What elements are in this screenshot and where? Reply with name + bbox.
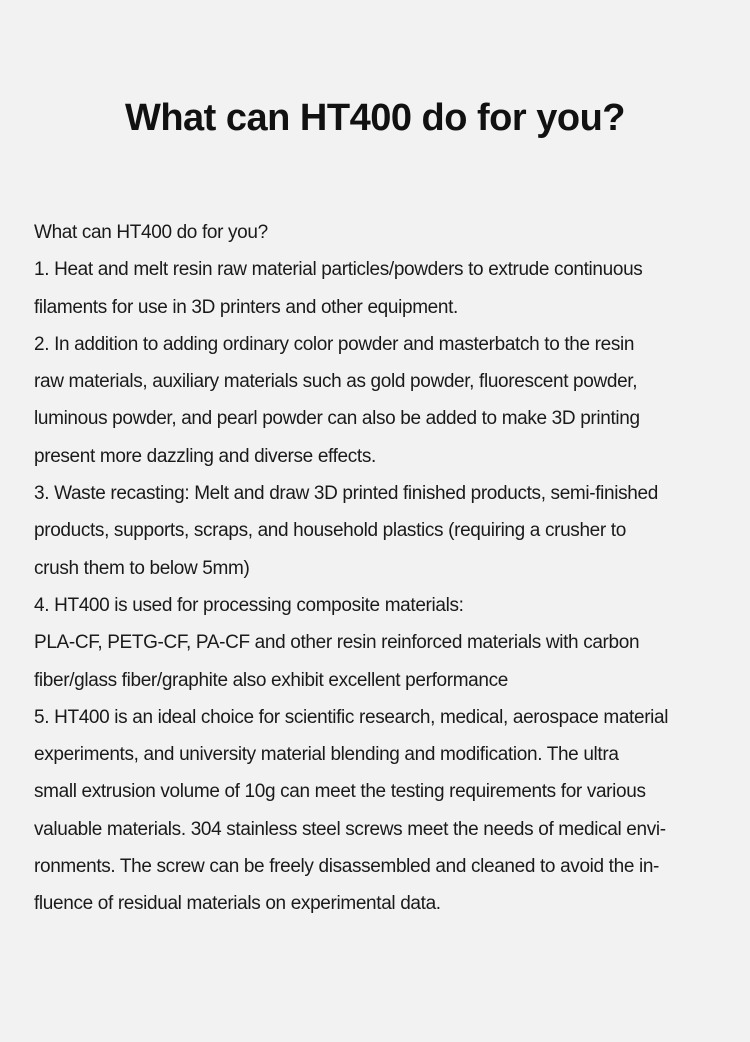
description-line: fiber/glass fiber/graphite also exhibit excellent performance xyxy=(34,669,508,691)
description-line: 1. Heat and melt resin raw material particles/powders to extrude continuous xyxy=(34,259,643,281)
description-line: valuable materials. 304 stainless steel screws meet the needs of medical envi- xyxy=(34,818,666,840)
description-line: experiments, and university material blending and modification. The ultra xyxy=(34,744,619,766)
description-line: raw materials, auxiliary materials such as gold powder, fluorescent powder, xyxy=(34,371,638,393)
description-line: present more dazzling and diverse effects. xyxy=(34,445,376,467)
description-line: 4. HT400 is used for processing composite materials: xyxy=(34,594,464,616)
description-line: What can HT400 do for you? xyxy=(34,222,268,243)
description-line: crush them to below 5mm) xyxy=(34,557,250,579)
description-line: 5. HT400 is an ideal choice for scientific research, medical, aerospace material xyxy=(34,706,669,728)
description-line: luminous powder, and pearl powder can also be added to make 3D printing xyxy=(34,408,640,430)
description-line: small extrusion volume of 10g can meet the testing requirements for various xyxy=(34,781,646,803)
description-line: 3. Waste recasting: Melt and draw 3D printed finished products, semi-finished xyxy=(34,483,658,505)
description-line: ronments. The screw can be freely disassembled and cleaned to avoid the in- xyxy=(34,856,660,878)
description-text-block xyxy=(34,214,724,923)
description-line: filaments for use in 3D printers and other equipment. xyxy=(34,296,458,318)
page-title: What can HT400 do for you? xyxy=(124,97,626,139)
description-line: 2. In addition to adding ordinary color powder and masterbatch to the resin xyxy=(34,333,635,355)
description-line: fluence of residual materials on experimental data. xyxy=(34,893,441,915)
description-line: products, supports, scraps, and household plastics (requiring a crusher to xyxy=(34,520,626,542)
description-line: PLA-CF, PETG-CF, PA-CF and other resin reinforced materials with carbon xyxy=(34,632,640,654)
